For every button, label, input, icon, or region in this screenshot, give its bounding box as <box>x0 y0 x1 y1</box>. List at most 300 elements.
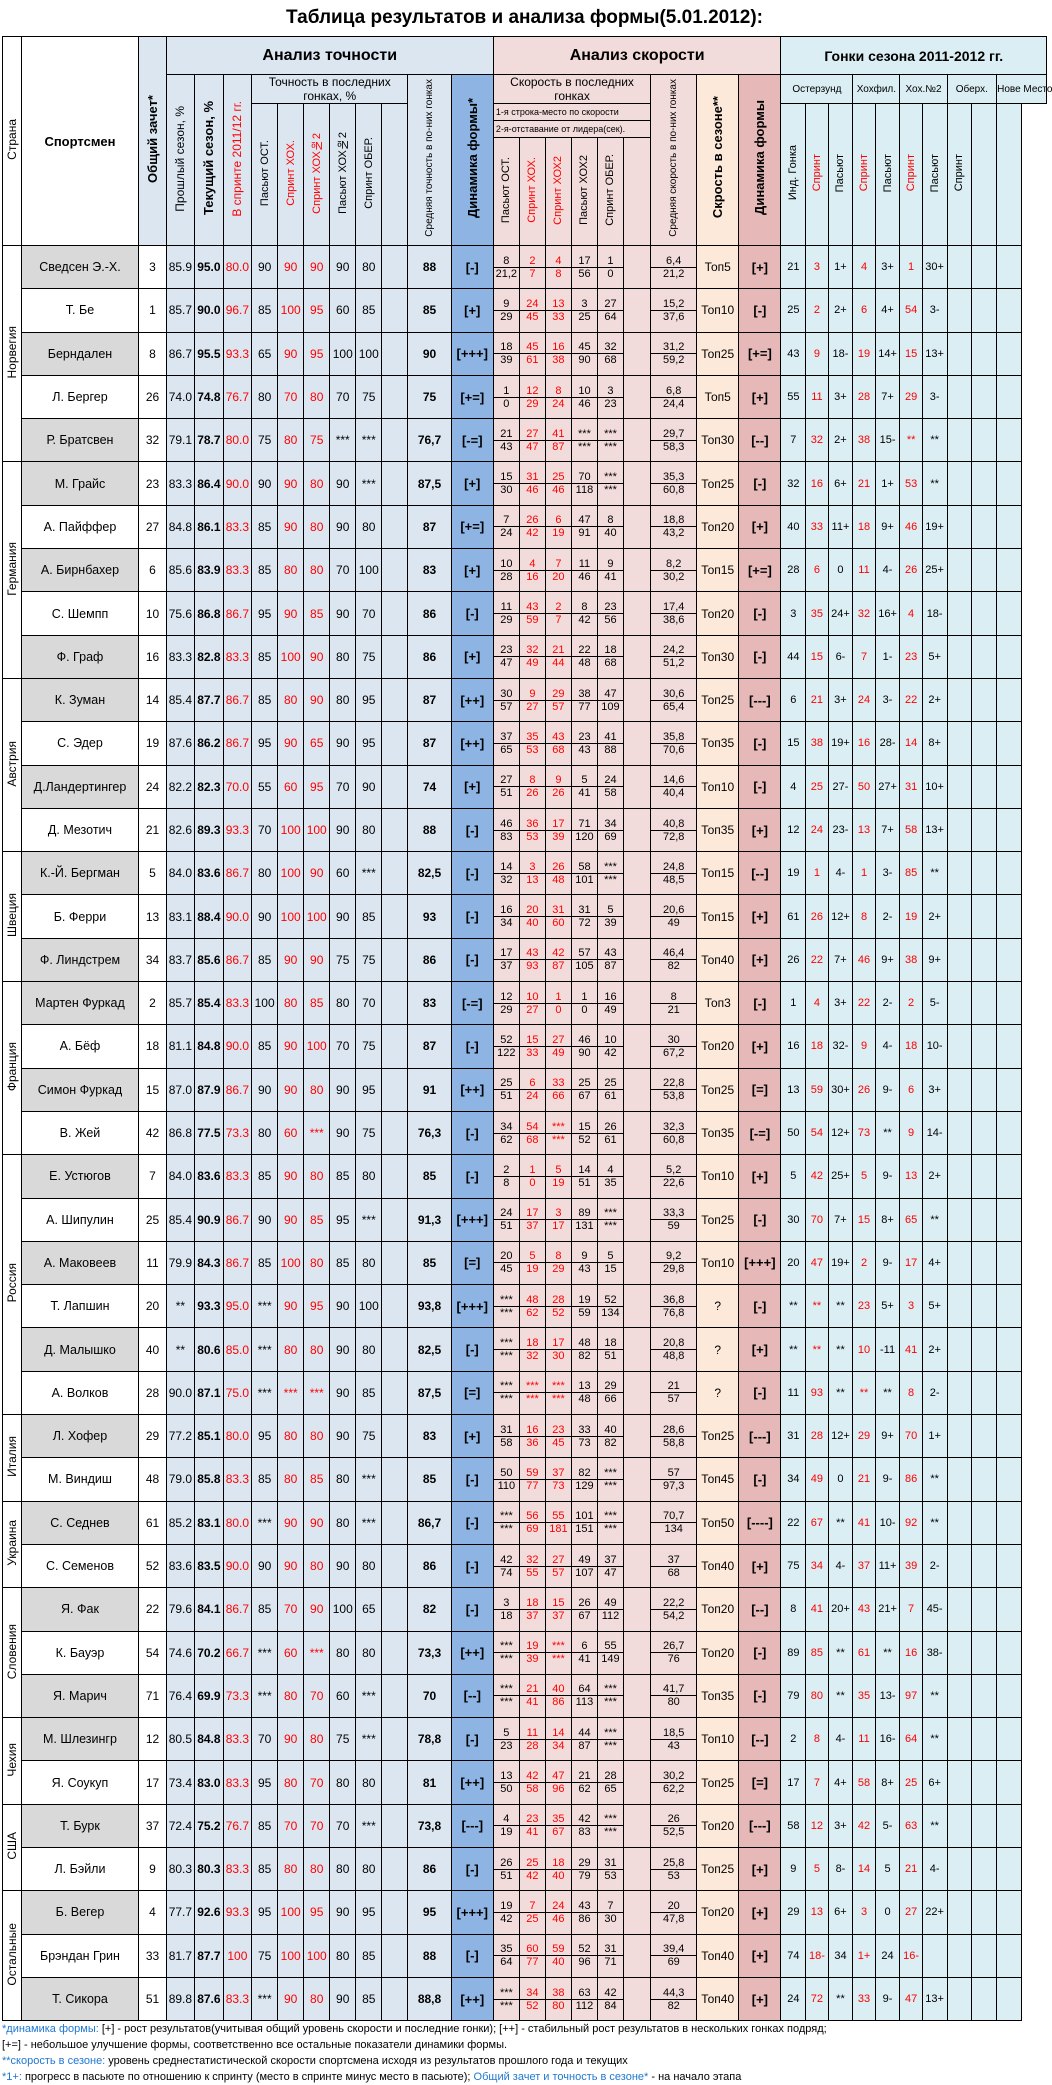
speed-pair <box>598 1683 623 1708</box>
season-cell: 19 <box>900 895 922 938</box>
speed-gap: 67 <box>578 1609 591 1622</box>
season-cell <box>922 1934 947 1977</box>
avg-acc-cell: 87,5 <box>408 1371 451 1414</box>
speed-pair <box>572 1510 597 1535</box>
speed-place: *** <box>598 471 623 484</box>
cur-season-cell: 86.8 <box>195 592 224 635</box>
season-cell: 18- <box>922 592 947 635</box>
sprint-1112-cell: 83.3 <box>223 1718 252 1761</box>
acc-cell: 90 <box>278 1155 304 1198</box>
avg-speed-place: 5,2 <box>651 1164 696 1177</box>
speed-pair <box>494 1770 519 1795</box>
season-cell <box>972 1371 997 1414</box>
acc-cell: 80 <box>278 1847 304 1890</box>
speed-pair <box>572 1250 597 1275</box>
avg-speed-place: 24,8 <box>651 861 696 874</box>
speed-season-cell: Топ25 <box>697 1415 739 1458</box>
avg-speed-pair <box>651 818 696 843</box>
speed-pair <box>520 1294 545 1319</box>
cur-season-header <box>195 75 224 246</box>
sprint-1112-cell: 86.7 <box>223 852 252 895</box>
country-cell <box>3 1891 22 2021</box>
season-cell <box>972 1415 997 1458</box>
avg-speed-header-label: Средняя скорость в по-них гонках <box>668 78 680 237</box>
avg-speed-cell <box>651 1674 697 1717</box>
speed-pair <box>494 688 519 713</box>
speed-pair <box>494 1554 519 1579</box>
avg-speed-place: 70,7 <box>651 1510 696 1523</box>
speed-place: 26 <box>494 1857 519 1870</box>
speed-place: 18 <box>494 341 519 354</box>
speed-gap: 16 <box>526 570 539 583</box>
speed-place: *** <box>494 1510 519 1523</box>
sprint-1112-cell: 83.3 <box>223 1155 252 1198</box>
country-label: Чехия <box>4 1742 19 1777</box>
speed-place: 6 <box>520 1077 545 1090</box>
speed-pair <box>546 471 571 496</box>
prev-season-cell: 85.2 <box>166 1501 195 1544</box>
season-cell: ** <box>900 419 922 462</box>
acc-blank-cell <box>382 722 408 765</box>
avg-speed-place: 24,2 <box>651 644 696 657</box>
season-cell: 8+ <box>875 1198 900 1241</box>
acc-cell: 85 <box>356 1934 382 1977</box>
season-cell: 2+ <box>922 678 947 721</box>
speed-gap: 40 <box>552 1869 565 1882</box>
prev-season-cell: 85.7 <box>166 982 195 1025</box>
dyn-form2-cell: [-] <box>739 1285 781 1328</box>
speed-cell <box>597 549 623 592</box>
prev-season-cell: 79.6 <box>166 1588 195 1631</box>
table-row <box>3 1588 1047 1631</box>
season-cell <box>997 1674 1022 1717</box>
season-cell: 2+ <box>828 289 853 332</box>
season-cell: 35 <box>806 592 828 635</box>
avg-speed-cell <box>651 375 697 418</box>
season-cell: 8+ <box>922 722 947 765</box>
speed-gap: 7 <box>529 267 536 280</box>
sprint-1112-cell: 76.7 <box>223 375 252 418</box>
speed-blank-cell <box>624 375 651 418</box>
speed-pair <box>494 558 519 583</box>
country-label: США <box>4 1832 19 1860</box>
speed-pair <box>494 1077 519 1102</box>
speed-place: 49 <box>598 1597 623 1610</box>
sprint-1112-header <box>223 75 252 246</box>
avg-speed-cell <box>651 246 697 289</box>
avg-speed-cell <box>651 289 697 332</box>
dyn-form-cell: [-] <box>451 1847 493 1890</box>
acc-blank-cell <box>382 895 408 938</box>
season-cell: 18 <box>900 1025 922 1068</box>
dyn-form-cell: [-] <box>451 895 493 938</box>
acc-cell: 90 <box>304 246 330 289</box>
country-cell <box>3 462 22 678</box>
table-row <box>3 1891 1047 1934</box>
speed-cell <box>519 1544 545 1587</box>
speed-cell <box>493 1718 519 1761</box>
dyn-form2-cell: [-] <box>739 1458 781 1501</box>
speed-cell <box>571 808 597 851</box>
speed-gap: 110 <box>497 1479 516 1492</box>
speed-place: 5 <box>546 1164 571 1177</box>
season-cell <box>997 1068 1022 1111</box>
season-cell <box>972 808 997 851</box>
speed-gap: 46 <box>552 484 565 497</box>
season-cell: 28 <box>781 549 806 592</box>
speed-place: 24 <box>598 774 623 787</box>
season-cell: 31 <box>900 765 922 808</box>
season-cell: 14+ <box>875 332 900 375</box>
speed-cell <box>493 678 519 721</box>
speed-gap: 73 <box>552 1479 565 1492</box>
acc-cell: 75 <box>356 635 382 678</box>
season-cell <box>972 1631 997 1674</box>
speed-blank-cell <box>624 1415 651 1458</box>
speed-cell <box>597 765 623 808</box>
acc-cell: 85 <box>356 289 382 332</box>
speed-season-cell: Топ25 <box>697 332 739 375</box>
speed-gap: *** <box>499 1393 513 1406</box>
acc-cell: 90 <box>330 1544 356 1587</box>
acc-blank-cell <box>382 1804 408 1847</box>
speed-pair <box>572 861 597 886</box>
speed-place: 17 <box>572 255 597 268</box>
sprint-1112-cell: 90.0 <box>223 1544 252 1587</box>
season-col-header-label: Спринт <box>953 154 966 192</box>
season-cell: 53 <box>900 462 922 505</box>
speed-pair <box>598 255 623 280</box>
speed-gap: *** <box>604 1220 617 1233</box>
athlete-name: А. Маковеев <box>21 1241 139 1284</box>
speed-place: 82 <box>572 1467 597 1480</box>
speed-pair <box>520 385 545 410</box>
overall-cell: 54 <box>139 1631 166 1674</box>
avg-acc-cell: 85 <box>408 1241 451 1284</box>
season-cell: 29 <box>853 1415 875 1458</box>
speed-pair <box>572 601 597 626</box>
speed-gap: 0 <box>503 397 510 410</box>
speed-cell <box>597 1155 623 1198</box>
season-cell: ** <box>781 1328 806 1371</box>
speed-gap: 84 <box>604 1999 617 2012</box>
speed-gap: 77 <box>526 1479 539 1492</box>
acc-cell: 90 <box>252 895 278 938</box>
speed-cell <box>493 1804 519 1847</box>
speed-place: 43 <box>520 601 545 614</box>
season-cell: 67 <box>806 1501 828 1544</box>
table-row <box>3 332 1047 375</box>
overall-cell: 26 <box>139 375 166 418</box>
speed-place: 43 <box>598 947 623 960</box>
speed-col-header <box>545 138 571 246</box>
season-cell <box>947 1025 972 1068</box>
speed-pair <box>598 1554 623 1579</box>
season-cell: 40 <box>781 505 806 548</box>
avg-speed-gap: 60,8 <box>662 1133 685 1146</box>
avg-acc-cell: 90 <box>408 332 451 375</box>
speed-note2: 2-я-отставание от лидера(сек). <box>493 121 650 138</box>
speed-gap: 67 <box>578 1090 591 1103</box>
speed-gap: 42 <box>578 614 591 627</box>
avg-speed-cell <box>651 419 697 462</box>
table-row <box>3 1285 1047 1328</box>
speed-gap: 53 <box>526 743 539 756</box>
season-cell: 5 <box>806 1847 828 1890</box>
cur-season-cell: 87.6 <box>195 1977 224 2020</box>
season-cell: 23 <box>900 635 922 678</box>
season-cell: ** <box>922 1198 947 1241</box>
season-cell: 72 <box>806 1977 828 2020</box>
speed-cell <box>597 1198 623 1241</box>
speed-place: 41 <box>598 731 623 744</box>
speed-cell <box>519 938 545 981</box>
speed-place: 9 <box>494 298 519 311</box>
acc-cell: 90 <box>330 1977 356 2020</box>
dyn-form-cell: [+] <box>451 635 493 678</box>
season-cell: ** <box>875 1111 900 1154</box>
season-cell: 13 <box>900 1155 922 1198</box>
speed-place: 21 <box>572 1770 597 1783</box>
season-cell <box>972 1977 997 2020</box>
season-cell: 49 <box>806 1458 828 1501</box>
speed-col-header-label: Спринт ХОХ2 <box>552 155 565 225</box>
sprint-1112-cell: 75.0 <box>223 1371 252 1414</box>
season-cell: 24 <box>875 1934 900 1977</box>
acc-col-header-label: Спринт ХОХ. <box>284 140 297 206</box>
speed-cell <box>519 1155 545 1198</box>
avg-acc-cell: 87 <box>408 1025 451 1068</box>
acc-cell: 80 <box>252 1111 278 1154</box>
speed-place: 8 <box>494 255 519 268</box>
season-cell <box>947 289 972 332</box>
speed-cell <box>545 1415 571 1458</box>
speed-place: 14 <box>494 861 519 874</box>
avg-speed-pair <box>651 428 696 453</box>
avg-speed-place: 8,2 <box>651 558 696 571</box>
avg-speed-cell <box>651 1891 697 1934</box>
season-cell: 4 <box>900 592 922 635</box>
avg-speed-cell <box>651 1198 697 1241</box>
acc-cell: 80 <box>304 1155 330 1198</box>
season-cell: ** <box>828 1328 853 1371</box>
season-cell <box>997 982 1022 1025</box>
avg-acc-cell: 83 <box>408 1415 451 1458</box>
speed-cell <box>597 375 623 418</box>
speed-col-header-label: Спринт ХОХ. <box>526 157 539 223</box>
speed-place: 14 <box>572 1164 597 1177</box>
speed-pair <box>546 904 571 929</box>
speed-place: 9 <box>598 558 623 571</box>
season-cell: 1+ <box>828 246 853 289</box>
speed-gap: 50 <box>500 1783 513 1796</box>
avg-speed-cell <box>651 635 697 678</box>
speed-pair <box>520 1943 545 1968</box>
speed-gap: 151 <box>575 1523 594 1536</box>
season-cell <box>997 1241 1022 1284</box>
athlete-name: А. Шипулин <box>21 1198 139 1241</box>
avg-speed-pair <box>651 1207 696 1232</box>
speed-cell <box>597 1285 623 1328</box>
acc-cell: 80 <box>356 1631 382 1674</box>
speed-blank-cell <box>624 289 651 332</box>
prev-season-cell: 89.8 <box>166 1977 195 2020</box>
acc-cell: 80 <box>330 1847 356 1890</box>
acc-cell: *** <box>356 1804 382 1847</box>
season-col-header <box>997 104 1022 246</box>
speed-cell <box>519 419 545 462</box>
speed-place: 11 <box>572 558 597 571</box>
acc-cell: 90 <box>330 1068 356 1111</box>
season-cell: 92 <box>900 1501 922 1544</box>
acc-blank-cell <box>382 1241 408 1284</box>
avg-acc-cell: 85 <box>408 289 451 332</box>
speed-place: 46 <box>494 818 519 831</box>
speed-gap: 112 <box>601 1609 620 1622</box>
speed-cell <box>545 1544 571 1587</box>
acc-cell: 90 <box>278 332 304 375</box>
speed-place: *** <box>494 1380 519 1393</box>
speed-place: 29 <box>572 1857 597 1870</box>
speed-pair <box>572 1554 597 1579</box>
speed-season-cell: Топ35 <box>697 808 739 851</box>
season-cell <box>947 1371 972 1414</box>
speed-place: 1 <box>494 385 519 398</box>
speed-place: *** <box>598 1727 623 1740</box>
season-cell <box>972 765 997 808</box>
speed-place: 25 <box>494 1077 519 1090</box>
season-col-header <box>828 104 853 246</box>
season-cell: 74 <box>781 1934 806 1977</box>
dyn-form-cell: [-] <box>451 1458 493 1501</box>
athlete-name: Б. Ферри <box>21 895 139 938</box>
speed-place: 35 <box>546 1813 571 1826</box>
speed-pair <box>520 1207 545 1232</box>
speed-cell <box>545 1025 571 1068</box>
speed-cell <box>571 1068 597 1111</box>
dyn-form2-cell: [---] <box>739 1415 781 1458</box>
season-col-header <box>853 104 875 246</box>
speed-place: 16 <box>598 991 623 1004</box>
acc-cell: 95 <box>304 765 330 808</box>
avg-acc-cell: 73,3 <box>408 1631 451 1674</box>
speed-gap: *** <box>578 440 591 453</box>
acc-blank-cell <box>382 1934 408 1977</box>
season-cell: 1+ <box>853 1934 875 1977</box>
season-cell <box>947 808 972 851</box>
speed-gap: 58 <box>500 1436 513 1449</box>
season-cell <box>972 1847 997 1890</box>
speed-place: 31 <box>598 1943 623 1956</box>
speed-season-cell: Топ20 <box>697 592 739 635</box>
season-cell: 16 <box>806 462 828 505</box>
speed-pair <box>520 818 545 843</box>
speed-place: 28 <box>598 1770 623 1783</box>
overall-cell: 17 <box>139 1761 166 1804</box>
acc-cell: 90 <box>278 1068 304 1111</box>
speed-place: *** <box>546 1121 571 1134</box>
speed-place: 8 <box>598 514 623 527</box>
speed-place: 12 <box>520 385 545 398</box>
country-cell <box>3 852 22 982</box>
acc-cell: 90 <box>330 1415 356 1458</box>
speed-pair <box>494 1250 519 1275</box>
season-cell: 3+ <box>828 678 853 721</box>
acc-cell: 70 <box>304 1804 330 1847</box>
acc-blank-cell <box>382 246 408 289</box>
season-cell: 9 <box>853 1025 875 1068</box>
speed-season-cell: Топ25 <box>697 1847 739 1890</box>
season-cell: 3+ <box>875 246 900 289</box>
speed-cell <box>493 852 519 895</box>
speed-cell <box>545 1891 571 1934</box>
avg-speed-cell <box>651 1111 697 1154</box>
prev-season-cell: 85.7 <box>166 289 195 332</box>
speed-pair <box>598 688 623 713</box>
speed-gap: 20 <box>552 570 565 583</box>
speed-pair <box>520 904 545 929</box>
avg-speed-cell <box>651 549 697 592</box>
speed-place: 42 <box>572 1813 597 1826</box>
acc-blank-cell <box>382 1544 408 1587</box>
speed-blank-cell <box>624 982 651 1025</box>
acc-blank-cell <box>382 1761 408 1804</box>
season-cell: 24 <box>806 808 828 851</box>
speed-cell <box>571 938 597 981</box>
speed-place: 20 <box>520 904 545 917</box>
footnote-text: [+] - рост результатов(учитывая общий уровень скорости и последние гонки); [++] - стабильный рост результатов в нескольких гонках подряд; <box>101 2023 827 2036</box>
season-cell: 9- <box>875 1458 900 1501</box>
prev-season-cell: 85.6 <box>166 549 195 592</box>
speed-place: 1 <box>546 991 571 1004</box>
prev-season-cell: 86.7 <box>166 332 195 375</box>
acc-cell: 65 <box>252 332 278 375</box>
speed-pair <box>520 1813 545 1838</box>
season-cell: 46 <box>853 938 875 981</box>
prev-season-cell: 81.7 <box>166 1934 195 1977</box>
speed-gap: 8 <box>555 267 562 280</box>
avg-speed-gap: 134 <box>664 1523 683 1536</box>
speed-place: *** <box>572 428 597 441</box>
avg-speed-place: 25,8 <box>651 1857 696 1870</box>
country-cell <box>3 1415 22 1502</box>
speed-cell <box>519 1415 545 1458</box>
speed-col-header-label: Спринт ОБЕР. <box>604 154 617 226</box>
speed-cell <box>545 678 571 721</box>
acc-cell: *** <box>356 1458 382 1501</box>
speed-pair <box>572 1683 597 1708</box>
speed-pair <box>572 514 597 539</box>
acc-cell: 85 <box>356 1977 382 2020</box>
season-cell: 5 <box>781 1155 806 1198</box>
speed-gap: 29 <box>552 1263 565 1276</box>
speed-place: 18 <box>520 1337 545 1350</box>
overall-cell: 11 <box>139 1241 166 1284</box>
acc-cell: *** <box>356 1501 382 1544</box>
season-cell <box>972 1718 997 1761</box>
speed-pair <box>546 1467 571 1492</box>
acc-cell: 80 <box>304 505 330 548</box>
speed-pair <box>494 255 519 280</box>
speed-pair <box>520 1121 545 1146</box>
season-cell: 1 <box>853 852 875 895</box>
avg-acc-cell: 95 <box>408 1891 451 1934</box>
speed-place: 42 <box>598 1987 623 2000</box>
prev-season-cell: ** <box>166 1328 195 1371</box>
avg-speed-pair <box>651 1077 696 1102</box>
acc-blank-cell <box>382 765 408 808</box>
speed-gap: 67 <box>552 1826 565 1839</box>
